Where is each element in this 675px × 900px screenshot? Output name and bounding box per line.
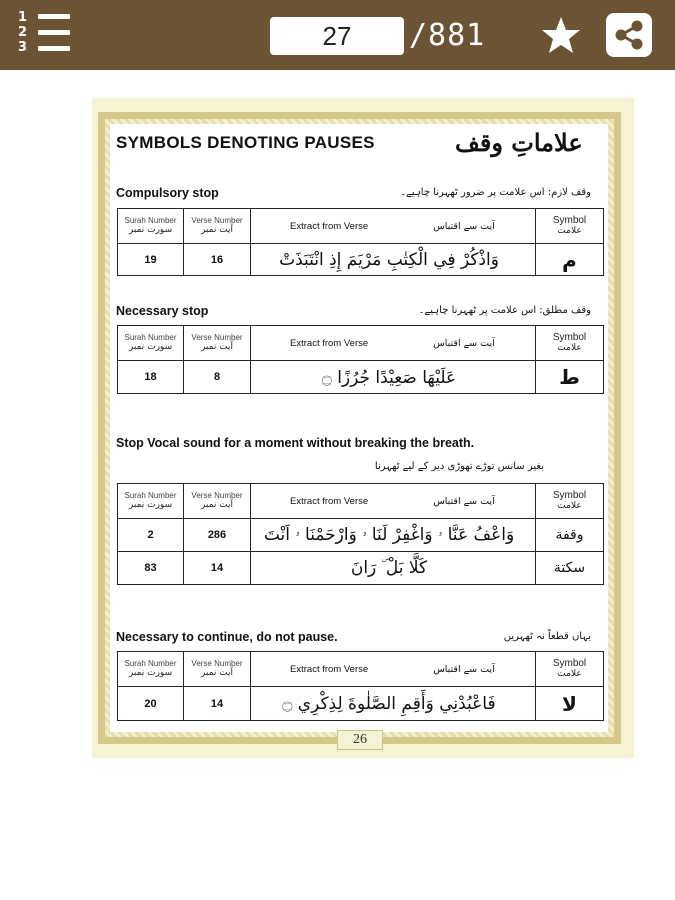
menu-numbers: 1 2 3 [18,10,28,55]
extract-header: Extract from Verse آیت سے اقتباس [251,484,536,519]
surah-number: 20 [118,687,184,721]
total-pages-label: /881 [409,18,486,53]
surah-number: 19 [118,244,184,276]
table-header-row [118,209,604,244]
pause-symbol: سکتة [536,552,604,585]
verse-extract: كَلَّا بَلْ ۜ رَانَ [251,552,536,585]
pause-symbol: وقفة [536,519,604,552]
section-urdu-note: وقف مطلق: اس علامت پر ٹھہرنا چاہیے۔ [418,305,591,316]
table-row [118,244,604,276]
page-number-footer: 26 [337,730,383,750]
surah-number-header: Surah Number سورت نمبر [118,652,184,687]
table-header-row [118,326,604,361]
table-header-row [118,652,604,687]
verse-number: 8 [184,361,251,394]
verse-extract: وَاعْفُ عَنَّا ۥ وَاغْفِرْ لَنَا ۥ وَارْحَمْنَا ۥ اَنْتَ [251,519,536,552]
page-title-urdu: علاماتِ وقف [455,128,583,157]
symbol-header: Symbol علامت [536,326,604,361]
surah-number: 2 [118,519,184,552]
surah-number-header: Surah Number سورت نمبر [118,326,184,361]
pause-symbol: م [536,244,604,276]
verse-number-header: Verse Number آیت نمبر [184,652,251,687]
pause-table [117,325,604,394]
verse-extract: عَلَيْهَا صَعِيْدًا جُرُزًا ۝ [251,361,536,394]
surah-number: 18 [118,361,184,394]
symbol-header: Symbol علامت [536,209,604,244]
table-row [118,687,604,721]
star-icon[interactable] [540,15,582,55]
extract-header: Extract from Verse آیت سے اقتباس [251,326,536,361]
table-row [118,361,604,394]
extract-header: Extract from Verse آیت سے اقتباس [251,652,536,687]
pause-symbol: لا [536,687,604,721]
verse-number-header: Verse Number آیت نمبر [184,209,251,244]
surah-number-header: Surah Number سورت نمبر [118,209,184,244]
verse-extract: فَاعْبُدْنِي وَأَقِمِ الصَّلٰوةَ لِذِكْرِي ۝ [251,687,536,721]
menu-line [38,14,70,19]
table-header-row [118,484,604,519]
pause-table [117,208,604,276]
pause-symbol: ط [536,361,604,394]
section-title: Stop Vocal sound for a moment without breaking the breath. [116,436,475,450]
table-row [118,519,604,552]
extract-header: Extract from Verse آیت سے اقتباس [251,209,536,244]
pause-table [117,483,604,585]
section-urdu-note: وقف لازم: اس علامت پر ضرور ٹھہرنا چاہیے۔ [400,187,591,198]
verse-number: 286 [184,519,251,552]
surah-number: 83 [118,552,184,585]
share-icon[interactable] [606,13,652,57]
section-urdu-note: بغیر سانس توڑے تھوڑی دیر کے لیے ٹھہرنا [374,461,544,472]
verse-extract: وَاذْكُرْ فِي الْكِتٰبِ مَرْيَمَ إِذِ انْتَبَذَتْ [251,244,536,276]
section-urdu-note: یہاں قطعاً نہ ٹھہریں [503,631,591,642]
verse-number-header: Verse Number آیت نمبر [184,484,251,519]
section-title: Necessary to continue, do not pause. [116,630,338,644]
verse-number: 14 [184,552,251,585]
pause-table [117,651,604,721]
table-row [118,552,604,585]
section-title: Compulsory stop [116,186,219,200]
page-title: SYMBOLS DENOTING PAUSES [116,133,375,152]
list-numbered-icon[interactable] [18,10,72,58]
menu-line [38,46,70,51]
top-toolbar [0,0,675,70]
verse-number-header: Verse Number آیت نمبر [184,326,251,361]
symbol-header: Symbol علامت [536,652,604,687]
verse-number: 16 [184,244,251,276]
verse-number: 14 [184,687,251,721]
section-title: Necessary stop [116,304,209,318]
menu-line [38,30,70,35]
page-number-input[interactable] [270,17,404,55]
symbol-header: Symbol علامت [536,484,604,519]
surah-number-header: Surah Number سورت نمبر [118,484,184,519]
